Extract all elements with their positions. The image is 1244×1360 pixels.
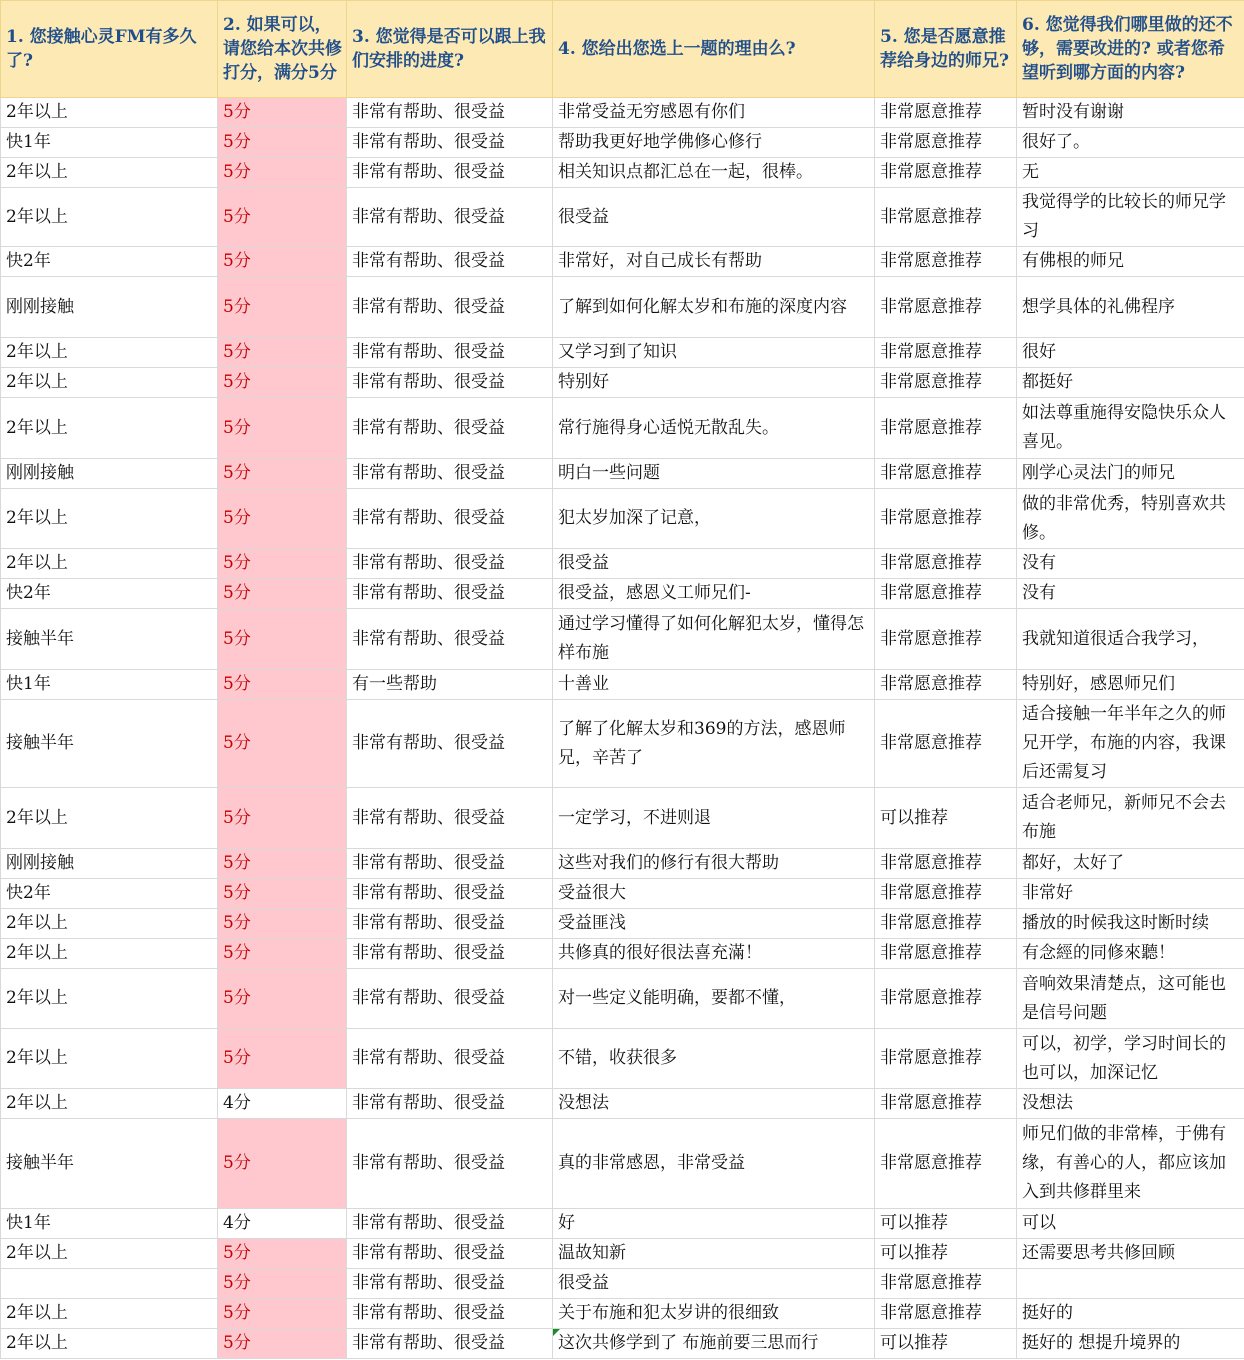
reason-cell[interactable]: 好: [553, 1209, 875, 1239]
pace-cell[interactable]: 非常有帮助、很受益: [347, 969, 553, 1029]
score-cell[interactable]: 5分: [218, 579, 347, 609]
duration-cell[interactable]: 接触半年: [1, 1119, 218, 1209]
feedback-cell[interactable]: 非常好: [1017, 879, 1244, 909]
feedback-cell[interactable]: 做的非常优秀，特别喜欢共修。: [1017, 489, 1244, 549]
table-row: [1, 1269, 1244, 1299]
recommend-cell[interactable]: 非常愿意推荐: [875, 700, 1017, 788]
score-cell[interactable]: 5分: [218, 128, 347, 158]
feedback-cell[interactable]: 还需要思考共修回顾: [1017, 1239, 1244, 1269]
pace-cell[interactable]: 非常有帮助、很受益: [347, 459, 553, 489]
recommend-cell[interactable]: 非常愿意推荐: [875, 579, 1017, 609]
feedback-cell[interactable]: 师兄们做的非常棒，于佛有缘，有善心的人，都应该加入到共修群里来: [1017, 1119, 1244, 1209]
score-cell[interactable]: 5分: [218, 549, 347, 579]
recommend-cell[interactable]: 非常愿意推荐: [875, 158, 1017, 188]
recommend-cell[interactable]: 非常愿意推荐: [875, 247, 1017, 277]
duration-cell[interactable]: 2年以上: [1, 489, 218, 549]
feedback-cell[interactable]: 挺好的: [1017, 1299, 1244, 1329]
duration-cell[interactable]: 2年以上: [1, 969, 218, 1029]
reason-cell[interactable]: 犯太岁加深了记意，: [553, 489, 875, 549]
feedback-cell[interactable]: 我就知道很适合我学习，: [1017, 609, 1244, 670]
recommend-cell[interactable]: 可以推荐: [875, 1329, 1017, 1359]
recommend-cell[interactable]: 非常愿意推荐: [875, 609, 1017, 670]
score-cell[interactable]: 5分: [218, 368, 347, 398]
duration-cell[interactable]: 2年以上: [1, 1239, 218, 1269]
reason-cell[interactable]: 受益很大: [553, 879, 875, 909]
reason-cell[interactable]: 不错，收获很多: [553, 1029, 875, 1089]
duration-cell[interactable]: 2年以上: [1, 188, 218, 247]
recommend-cell[interactable]: 非常愿意推荐: [875, 128, 1017, 158]
recommend-cell[interactable]: 非常愿意推荐: [875, 670, 1017, 700]
table-row: [1, 1239, 1244, 1269]
header-cell-pace[interactable]: 3. 您觉得是否可以跟上我们安排的进度?: [347, 1, 553, 98]
table-row: [1, 338, 1244, 368]
header-cell-recommend[interactable]: 5. 您是否愿意推荐给身边的师兄?: [875, 1, 1017, 98]
duration-cell[interactable]: 接触半年: [1, 609, 218, 670]
reason-cell[interactable]: 温故知新: [553, 1239, 875, 1269]
reason-cell[interactable]: 这些对我们的修行有很大帮助: [553, 849, 875, 879]
pace-cell[interactable]: 非常有帮助、很受益: [347, 1089, 553, 1119]
score-cell[interactable]: 5分: [218, 1299, 347, 1329]
score-cell[interactable]: 5分: [218, 1119, 347, 1209]
pace-cell[interactable]: 非常有帮助、很受益: [347, 98, 553, 128]
header-cell-duration[interactable]: 1. 您接触心灵FM有多久了?: [1, 1, 218, 98]
pace-cell[interactable]: 非常有帮助、很受益: [347, 247, 553, 277]
duration-cell[interactable]: 2年以上: [1, 549, 218, 579]
score-cell[interactable]: 5分: [218, 398, 347, 459]
recommend-cell[interactable]: 非常愿意推荐: [875, 1119, 1017, 1209]
duration-cell[interactable]: 2年以上: [1, 158, 218, 188]
header-row: [1, 1, 1244, 98]
feedback-cell[interactable]: 很好: [1017, 338, 1244, 368]
feedback-cell[interactable]: 音响效果清楚点，这可能也是信号问题: [1017, 969, 1244, 1029]
feedback-cell[interactable]: 都好，太好了: [1017, 849, 1244, 879]
feedback-cell[interactable]: 没想法: [1017, 1089, 1244, 1119]
score-cell[interactable]: 5分: [218, 909, 347, 939]
table-row: [1, 909, 1244, 939]
duration-cell[interactable]: 2年以上: [1, 939, 218, 969]
duration-cell[interactable]: 2年以上: [1, 1029, 218, 1089]
feedback-cell[interactable]: 都挺好: [1017, 368, 1244, 398]
reason-cell[interactable]: 共修真的很好很法喜充滿！: [553, 939, 875, 969]
recommend-cell[interactable]: 非常愿意推荐: [875, 98, 1017, 128]
table-row: [1, 579, 1244, 609]
table-row: [1, 1209, 1244, 1239]
reason-cell[interactable]: 受益匪浅: [553, 909, 875, 939]
feedback-cell[interactable]: 没有: [1017, 549, 1244, 579]
reason-cell[interactable]: 没想法: [553, 1089, 875, 1119]
duration-cell[interactable]: 刚刚接触: [1, 849, 218, 879]
reason-cell[interactable]: 很受益: [553, 549, 875, 579]
recommend-cell[interactable]: 非常愿意推荐: [875, 338, 1017, 368]
table-row: [1, 969, 1244, 1029]
table-row: [1, 1119, 1244, 1209]
table-row: [1, 247, 1244, 277]
duration-cell[interactable]: 2年以上: [1, 338, 218, 368]
table-row: [1, 849, 1244, 879]
comment-indicator-icon[interactable]: [553, 1329, 560, 1336]
duration-cell[interactable]: 刚刚接触: [1, 459, 218, 489]
reason-cell[interactable]: 对一些定义能明确，要都不懂，: [553, 969, 875, 1029]
table-row: [1, 277, 1244, 338]
duration-cell[interactable]: 快2年: [1, 247, 218, 277]
recommend-cell[interactable]: 非常愿意推荐: [875, 549, 1017, 579]
recommend-cell[interactable]: 非常愿意推荐: [875, 1089, 1017, 1119]
pace-cell[interactable]: 非常有帮助、很受益: [347, 909, 553, 939]
duration-cell[interactable]: 快2年: [1, 879, 218, 909]
score-cell[interactable]: 5分: [218, 188, 347, 247]
score-cell[interactable]: 5分: [218, 939, 347, 969]
recommend-cell[interactable]: 可以推荐: [875, 1239, 1017, 1269]
reason-cell[interactable]: 真的非常感恩，非常受益: [553, 1119, 875, 1209]
pace-cell[interactable]: 非常有帮助、很受益: [347, 788, 553, 849]
recommend-cell[interactable]: 非常愿意推荐: [875, 879, 1017, 909]
table-row: [1, 609, 1244, 670]
pace-cell[interactable]: 非常有帮助、很受益: [347, 879, 553, 909]
pace-cell[interactable]: 非常有帮助、很受益: [347, 128, 553, 158]
pace-cell[interactable]: 非常有帮助、很受益: [347, 398, 553, 459]
table-row: [1, 700, 1244, 788]
duration-cell[interactable]: 2年以上: [1, 398, 218, 459]
reason-cell[interactable]: 关于布施和犯太岁讲的很细致: [553, 1299, 875, 1329]
pace-cell[interactable]: 非常有帮助、很受益: [347, 609, 553, 670]
table-row: [1, 549, 1244, 579]
feedback-cell[interactable]: 想学具体的礼佛程序: [1017, 277, 1244, 338]
score-cell[interactable]: 5分: [218, 158, 347, 188]
duration-cell[interactable]: 2年以上: [1, 1329, 218, 1359]
reason-cell[interactable]: 相关知识点都汇总在一起，很棒。: [553, 158, 875, 188]
feedback-cell[interactable]: 暂时没有谢谢: [1017, 98, 1244, 128]
duration-cell[interactable]: 快1年: [1, 670, 218, 700]
score-cell[interactable]: 5分: [218, 670, 347, 700]
pace-cell[interactable]: 非常有帮助、很受益: [347, 368, 553, 398]
reason-cell[interactable]: 一定学习，不进则退: [553, 788, 875, 849]
score-cell[interactable]: 5分: [218, 969, 347, 1029]
table-row: [1, 459, 1244, 489]
score-cell[interactable]: 5分: [218, 849, 347, 879]
recommend-cell[interactable]: 非常愿意推荐: [875, 849, 1017, 879]
reason-cell[interactable]: 这次共修学到了 布施前要三思而行: [553, 1329, 875, 1359]
recommend-cell[interactable]: 非常愿意推荐: [875, 398, 1017, 459]
duration-cell[interactable]: 快2年: [1, 579, 218, 609]
feedback-cell[interactable]: 适合老师兄，新师兄不会去布施: [1017, 788, 1244, 849]
feedback-cell[interactable]: 播放的时候我这时断时续: [1017, 909, 1244, 939]
duration-cell[interactable]: 2年以上: [1, 368, 218, 398]
recommend-cell[interactable]: 可以推荐: [875, 1209, 1017, 1239]
score-cell[interactable]: 5分: [218, 1239, 347, 1269]
header-cell-reason[interactable]: 4. 您给出您选上一题的理由么?: [553, 1, 875, 98]
score-cell[interactable]: 5分: [218, 1329, 347, 1359]
duration-cell[interactable]: 快1年: [1, 128, 218, 158]
table-row: [1, 368, 1244, 398]
table-row: [1, 1329, 1244, 1359]
feedback-cell[interactable]: 有佛根的师兄: [1017, 247, 1244, 277]
pace-cell[interactable]: 非常有帮助、很受益: [347, 1239, 553, 1269]
duration-cell[interactable]: 2年以上: [1, 1299, 218, 1329]
recommend-cell[interactable]: 非常愿意推荐: [875, 1269, 1017, 1299]
table-row: [1, 158, 1244, 188]
recommend-cell[interactable]: 非常愿意推荐: [875, 368, 1017, 398]
feedback-cell[interactable]: 特别好，感恩师兄们: [1017, 670, 1244, 700]
score-cell[interactable]: 4分: [218, 1209, 347, 1239]
pace-cell[interactable]: 非常有帮助、很受益: [347, 188, 553, 247]
pace-cell[interactable]: 非常有帮助、很受益: [347, 579, 553, 609]
reason-cell[interactable]: 很受益: [553, 1269, 875, 1299]
reason-cell[interactable]: 了解了化解太岁和369的方法，感恩师兄，辛苦了: [553, 700, 875, 788]
reason-cell[interactable]: 非常受益无穷感恩有你们: [553, 98, 875, 128]
pace-cell[interactable]: 非常有帮助、很受益: [347, 549, 553, 579]
recommend-cell[interactable]: 非常愿意推荐: [875, 1029, 1017, 1089]
feedback-cell[interactable]: 挺好的 想提升境界的: [1017, 1329, 1244, 1359]
feedback-cell[interactable]: 可以: [1017, 1209, 1244, 1239]
recommend-cell[interactable]: 非常愿意推荐: [875, 188, 1017, 247]
table-row: [1, 489, 1244, 549]
feedback-cell[interactable]: 无: [1017, 158, 1244, 188]
feedback-cell[interactable]: 没有: [1017, 579, 1244, 609]
pace-cell[interactable]: 非常有帮助、很受益: [347, 1119, 553, 1209]
duration-cell[interactable]: 刚刚接触: [1, 277, 218, 338]
reason-cell[interactable]: 非常好，对自己成长有帮助: [553, 247, 875, 277]
score-cell[interactable]: 5分: [218, 338, 347, 368]
duration-cell[interactable]: 2年以上: [1, 909, 218, 939]
score-cell[interactable]: 5分: [218, 459, 347, 489]
feedback-cell[interactable]: 有念經的同修來聽！: [1017, 939, 1244, 969]
feedback-cell[interactable]: 如法尊重施得安隐快乐众人喜见。: [1017, 398, 1244, 459]
score-cell[interactable]: 5分: [218, 247, 347, 277]
reason-cell[interactable]: 很受益，感恩义工师兄们-: [553, 579, 875, 609]
pace-cell[interactable]: 非常有帮助、很受益: [347, 1269, 553, 1299]
table-row: [1, 1029, 1244, 1089]
table-row: [1, 98, 1244, 128]
reason-cell[interactable]: 通过学习懂得了如何化解犯太岁，懂得怎样布施: [553, 609, 875, 670]
table-row: [1, 1299, 1244, 1329]
score-cell[interactable]: 5分: [218, 98, 347, 128]
recommend-cell[interactable]: 非常愿意推荐: [875, 909, 1017, 939]
score-cell[interactable]: 5分: [218, 277, 347, 338]
reason-cell[interactable]: 帮助我更好地学佛修心修行: [553, 128, 875, 158]
pace-cell[interactable]: 非常有帮助、很受益: [347, 849, 553, 879]
score-cell[interactable]: 5分: [218, 1029, 347, 1089]
duration-cell[interactable]: 2年以上: [1, 1089, 218, 1119]
table-row: [1, 670, 1244, 700]
header-cell-feedback[interactable]: 6. 您觉得我们哪里做的还不够，需要改进的? 或者您希望听到哪方面的内容?: [1017, 1, 1244, 98]
feedback-cell[interactable]: 可以，初学，学习时间长的也可以，加深记忆: [1017, 1029, 1244, 1089]
table-row: [1, 788, 1244, 849]
pace-cell[interactable]: 非常有帮助、很受益: [347, 1329, 553, 1359]
feedback-cell[interactable]: 我觉得学的比较长的师兄学习: [1017, 188, 1244, 247]
feedback-cell[interactable]: 刚学心灵法门的师兄: [1017, 459, 1244, 489]
recommend-cell[interactable]: 非常愿意推荐: [875, 969, 1017, 1029]
duration-cell[interactable]: [1, 1269, 218, 1299]
table-row: [1, 939, 1244, 969]
pace-cell[interactable]: 非常有帮助、很受益: [347, 489, 553, 549]
reason-cell[interactable]: 十善业: [553, 670, 875, 700]
reason-cell[interactable]: 明白一些问题: [553, 459, 875, 489]
score-cell[interactable]: 4分: [218, 1089, 347, 1119]
recommend-cell[interactable]: 非常愿意推荐: [875, 1299, 1017, 1329]
feedback-cell[interactable]: 适合接触一年半年之久的师兄开学，布施的内容，我课后还需复习: [1017, 700, 1244, 788]
duration-cell[interactable]: 2年以上: [1, 98, 218, 128]
score-cell[interactable]: 5分: [218, 788, 347, 849]
reason-cell[interactable]: 常行施得身心适悦无散乱失。: [553, 398, 875, 459]
pace-cell[interactable]: 非常有帮助、很受益: [347, 700, 553, 788]
pace-cell[interactable]: 非常有帮助、很受益: [347, 1209, 553, 1239]
table-row: [1, 188, 1244, 247]
pace-cell[interactable]: 非常有帮助、很受益: [347, 158, 553, 188]
feedback-cell[interactable]: 很好了。: [1017, 128, 1244, 158]
reason-cell[interactable]: 特别好: [553, 368, 875, 398]
header-cell-score[interactable]: 2. 如果可以，请您给本次共修打分，满分5分: [218, 1, 347, 98]
table-row: [1, 879, 1244, 909]
pace-cell[interactable]: 非常有帮助、很受益: [347, 1029, 553, 1089]
recommend-cell[interactable]: 非常愿意推荐: [875, 489, 1017, 549]
reason-cell[interactable]: 了解到如何化解太岁和布施的深度内容: [553, 277, 875, 338]
feedback-cell[interactable]: [1017, 1269, 1244, 1299]
recommend-cell[interactable]: 非常愿意推荐: [875, 277, 1017, 338]
pace-cell[interactable]: 非常有帮助、很受益: [347, 277, 553, 338]
reason-cell[interactable]: 又学习到了知识: [553, 338, 875, 368]
score-cell[interactable]: 5分: [218, 879, 347, 909]
table-row: [1, 1089, 1244, 1119]
score-cell[interactable]: 5分: [218, 609, 347, 670]
score-cell[interactable]: 5分: [218, 489, 347, 549]
table-row: [1, 128, 1244, 158]
pace-cell[interactable]: 非常有帮助、很受益: [347, 939, 553, 969]
pace-cell[interactable]: 非常有帮助、很受益: [347, 1299, 553, 1329]
score-cell[interactable]: 5分: [218, 1269, 347, 1299]
recommend-cell[interactable]: 可以推荐: [875, 788, 1017, 849]
duration-cell[interactable]: 快1年: [1, 1209, 218, 1239]
duration-cell[interactable]: 2年以上: [1, 788, 218, 849]
table-row: [1, 398, 1244, 459]
pace-cell[interactable]: 有一些帮助: [347, 670, 553, 700]
recommend-cell[interactable]: 非常愿意推荐: [875, 459, 1017, 489]
recommend-cell[interactable]: 非常愿意推荐: [875, 939, 1017, 969]
duration-cell[interactable]: 接触半年: [1, 700, 218, 788]
score-cell[interactable]: 5分: [218, 700, 347, 788]
pace-cell[interactable]: 非常有帮助、很受益: [347, 338, 553, 368]
reason-cell[interactable]: 很受益: [553, 188, 875, 247]
